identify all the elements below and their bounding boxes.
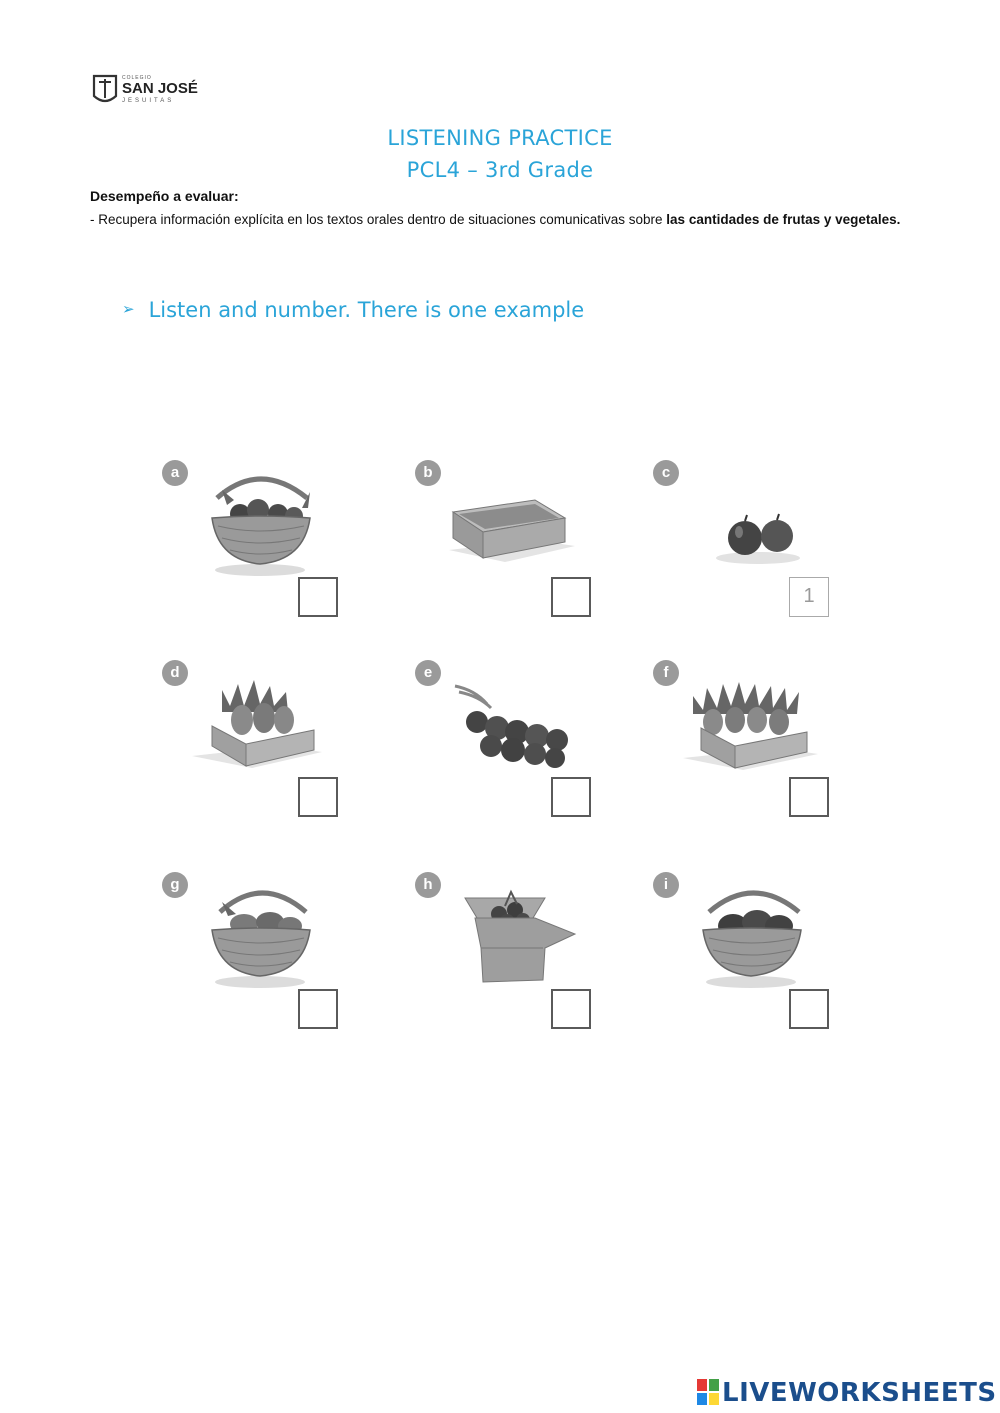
instruction-text: Listen and number. There is one example: [148, 298, 585, 322]
item-letter: i: [653, 872, 679, 898]
bunch-of-tomatoes-icon: [435, 670, 585, 780]
item-i: [653, 872, 853, 1052]
logo-small-text: COLEGIO: [122, 75, 152, 81]
answer-box[interactable]: [298, 777, 338, 817]
performance-text-plain: - Recupera información explícita en los textos orales dentro de situaciones comunicativas sobre: [90, 212, 667, 227]
item-g: [162, 872, 362, 1052]
answer-box[interactable]: 1: [789, 577, 829, 617]
box-of-many-pineapples-icon: [673, 670, 823, 780]
item-b: [415, 460, 615, 640]
arrow-bullet-icon: ➢: [122, 300, 135, 318]
answer-box[interactable]: [551, 777, 591, 817]
item-letter: f: [653, 660, 679, 686]
basket-of-mangoes-icon: [182, 882, 332, 992]
logo-name: SAN JOSÉ: [122, 80, 198, 97]
item-c: [653, 460, 853, 640]
liveworksheets-blocks-icon: [697, 1379, 719, 1405]
liveworksheets-logo: [697, 1378, 997, 1408]
item-letter: a: [162, 460, 188, 486]
page-title: LISTENING PRACTICE: [387, 126, 613, 150]
performance-text: [90, 208, 920, 231]
liveworksheets-brand: LIVEWORKSHEETS: [722, 1378, 997, 1408]
item-letter: h: [415, 872, 441, 898]
item-d: [162, 660, 362, 840]
logo-sub-text: JESUITAS: [122, 98, 175, 104]
item-e: [415, 660, 615, 840]
item-h: [415, 872, 615, 1052]
answer-box[interactable]: [551, 577, 591, 617]
basket-of-fruit-icon: [182, 470, 332, 580]
two-apples-icon: [673, 470, 823, 580]
item-letter: d: [162, 660, 188, 686]
answer-box[interactable]: [298, 577, 338, 617]
answer-box[interactable]: [789, 777, 829, 817]
item-letter: b: [415, 460, 441, 486]
box-of-pineapples-icon: [182, 670, 332, 780]
school-logo: [90, 70, 220, 110]
open-box-of-cherries-icon: [435, 882, 585, 992]
basket-of-avocados-icon: [673, 882, 823, 992]
performance-heading: Desempeño a evaluar:: [90, 188, 239, 204]
item-f: [653, 660, 853, 840]
page-subtitle: PCL4 – 3rd Grade: [406, 158, 594, 182]
instruction: [122, 298, 584, 322]
item-letter: g: [162, 872, 188, 898]
answer-box[interactable]: [298, 989, 338, 1029]
answer-box[interactable]: [551, 989, 591, 1029]
item-letter: e: [415, 660, 441, 686]
performance-text-bold: las cantidades de frutas y vegetales.: [666, 212, 901, 227]
item-letter: c: [653, 460, 679, 486]
answer-box[interactable]: [789, 989, 829, 1029]
empty-box-icon: [435, 470, 585, 580]
item-a: [162, 460, 362, 640]
